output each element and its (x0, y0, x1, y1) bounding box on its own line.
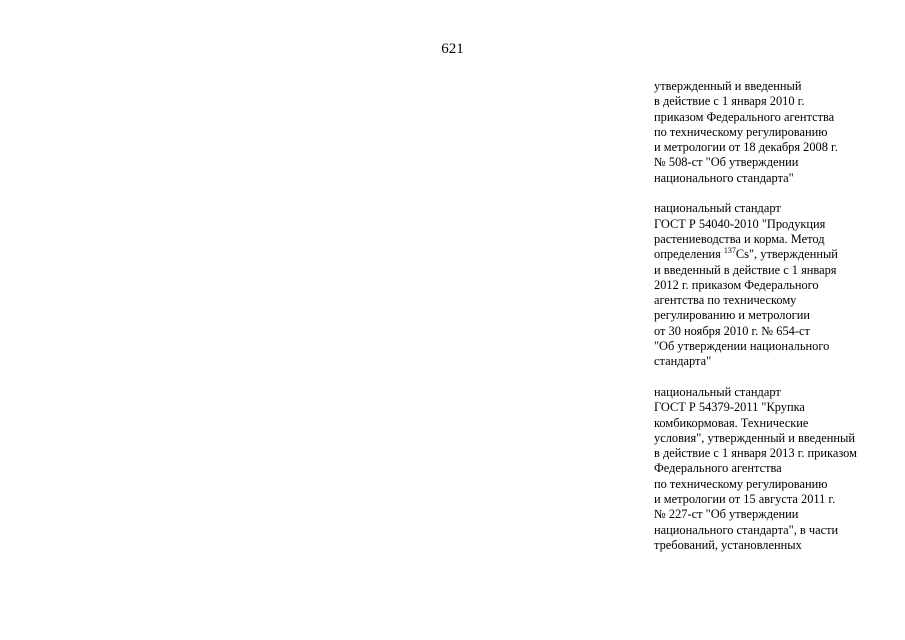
document-text-column (654, 79, 899, 569)
line-before-isotope: определения (654, 247, 724, 262)
text-line: Федерального агентства (654, 461, 782, 476)
text-line: национального стандарта", в части (654, 522, 839, 537)
text-line: комбикормовая. Технические (654, 415, 809, 430)
text-line: в действие с 1 января 2010 г. (654, 94, 805, 109)
text-line: по техническому регулированию (654, 476, 828, 491)
text-line: ГОСТ Р 54379-2011 "Крупка (654, 400, 805, 415)
text-line: по техническому регулированию (654, 124, 828, 139)
text-line: национальный стандарт (654, 201, 781, 216)
text-line: и метрологии от 18 декабря 2008 г. (654, 140, 838, 155)
text-line: "Об утверждении национального (654, 339, 830, 354)
paragraph-1 (654, 79, 899, 186)
line-after-isotope: Cs", утвержденный (735, 247, 838, 262)
text-line: от 30 ноября 2010 г. № 654-ст (654, 323, 810, 338)
text-line: растениеводства и корма. Метод (654, 231, 825, 246)
isotope-mass-number: 137 (723, 246, 736, 256)
text-line: приказом Федерального агентства (654, 109, 835, 124)
paragraph-2 (654, 201, 899, 369)
page-number: 621 (441, 41, 464, 57)
text-line: утвержденный и введенный (654, 79, 802, 93)
text-line: и метрологии от 15 августа 2011 г. (654, 492, 836, 507)
text-line: регулированию и метрологии (654, 308, 811, 323)
text-line: и введенный в действие с 1 января (654, 262, 837, 277)
text-line: агентства по техническому (654, 293, 797, 308)
text-line: в действие с 1 января 2013 г. приказом (654, 446, 857, 461)
paragraph-3 (654, 385, 899, 553)
text-line: условия", утвержденный и введенный (654, 430, 855, 445)
text-line: № 508-ст "Об утверждении (654, 155, 799, 170)
text-line: ГОСТ Р 54040-2010 "Продукция (654, 216, 826, 231)
text-line: № 227-ст "Об утверждении (654, 507, 799, 522)
text-line: требований, установленных (654, 537, 802, 552)
text-line: национального стандарта" (654, 170, 794, 185)
text-line: 2012 г. приказом Федерального (654, 277, 819, 292)
text-line: национальный стандарт (654, 384, 781, 399)
text-line: стандарта" (654, 354, 712, 369)
text-line-with-isotope (654, 247, 899, 262)
